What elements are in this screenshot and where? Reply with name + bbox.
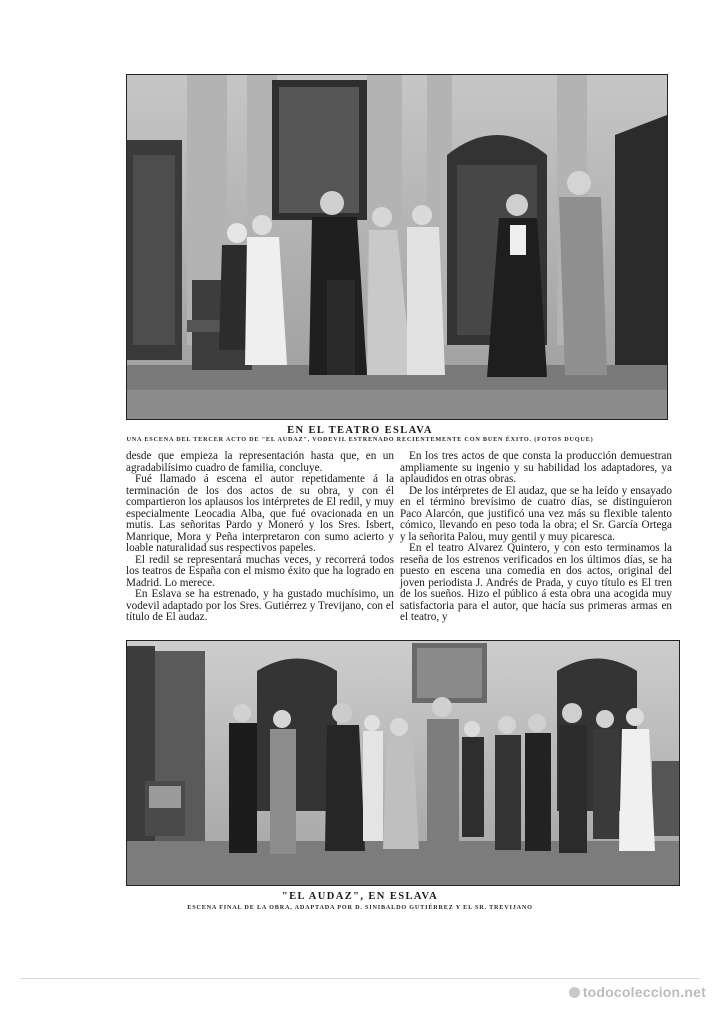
- bottom-caption-subtitle: ESCENA FINAL DE LA OBRA, ADAPTADA POR D. SINIBALDO GUTIÉRREZ Y EL SR. TREVIJANO: [187, 904, 533, 911]
- paragraph: En el teatro Alvarez Quintero, y con esto terminamos la reseña de los estrenos verificados en los últimos días, se ha puesto en escena una comedia en dos actos, original del joven periodista J. Andrés de Prada, y cuyo título es El tren de los sueños. Hizo el público á esta obra una acogida muy satisfactoria para el autor, que hacía sus primeras armas en el teatro, y: [400, 542, 672, 623]
- paragraph: desde que empieza la representación hasta que, en un agradabilísimo cuadro de familia, concluye.: [126, 450, 394, 474]
- paragraph: De los intérpretes de El audaz, que se ha leído y ensayado en el término brevísimo de cuatro días, se distinguieron Paco Alarcón, que justificó una vez más su flexible talento cómico, llevando en peso toda la obra; el Sr. García Ortega y la señorita Palou, muy gentil y muy picaresca.: [400, 484, 672, 543]
- paragraph: En Eslava se ha estrenado, y ha gustado muchísimo, un vodevil adaptado por los Sres. Gutiérrez y Trevijano, con el título de El audaz.: [126, 588, 394, 623]
- top-caption-title: EN EL TEATRO ESLAVA: [287, 425, 433, 436]
- bottom-caption-title: "EL AUDAZ", EN ESLAVA: [281, 891, 439, 902]
- final-scene-illustration: [127, 641, 679, 885]
- article-right-column: [400, 451, 672, 624]
- stage-scene-illustration: [127, 75, 667, 419]
- stage-photo-top: [126, 74, 668, 420]
- watermark-text: todocoleccion.net: [582, 984, 706, 1000]
- article-left-column: [126, 451, 394, 624]
- paragraph: Fué llamado á escena el autor repetidamente á la terminación de los dos actos de su obra, y con él compartieron los aplausos los intérpretes de El redil, y muy especialmente Leocadia Alba, que fué ovacionada en un mutis. Las señoritas Pardo y Moneró y los Sres. Isbert, Manrique, Mora y Peña interpretaron con sumo acierto y loable naturalidad sus respectivos papeles.: [126, 473, 394, 554]
- divider: [20, 978, 700, 979]
- paragraph: El redil se representará muchas veces, y recorrerá todos los teatros de España con el mismo éxito que ha logrado en Madrid. Lo merece.: [126, 553, 394, 589]
- watermark: [569, 984, 706, 1000]
- paragraph: En los tres actos de que consta la producción demuestran ampliamente su ingenio y su habilidad los adaptadores, ya aplaudidos en otras obras.: [400, 450, 672, 485]
- top-caption-subtitle: UNA ESCENA DEL TERCER ACTO DE "EL AUDAZ", VODEVIL ESTRENADO RECIENTEMENTE CON BUEN ÉXITO. (FOTOS DUQUE): [126, 436, 594, 443]
- logo-dot-icon: [569, 987, 580, 998]
- stage-photo-bottom: [126, 640, 680, 886]
